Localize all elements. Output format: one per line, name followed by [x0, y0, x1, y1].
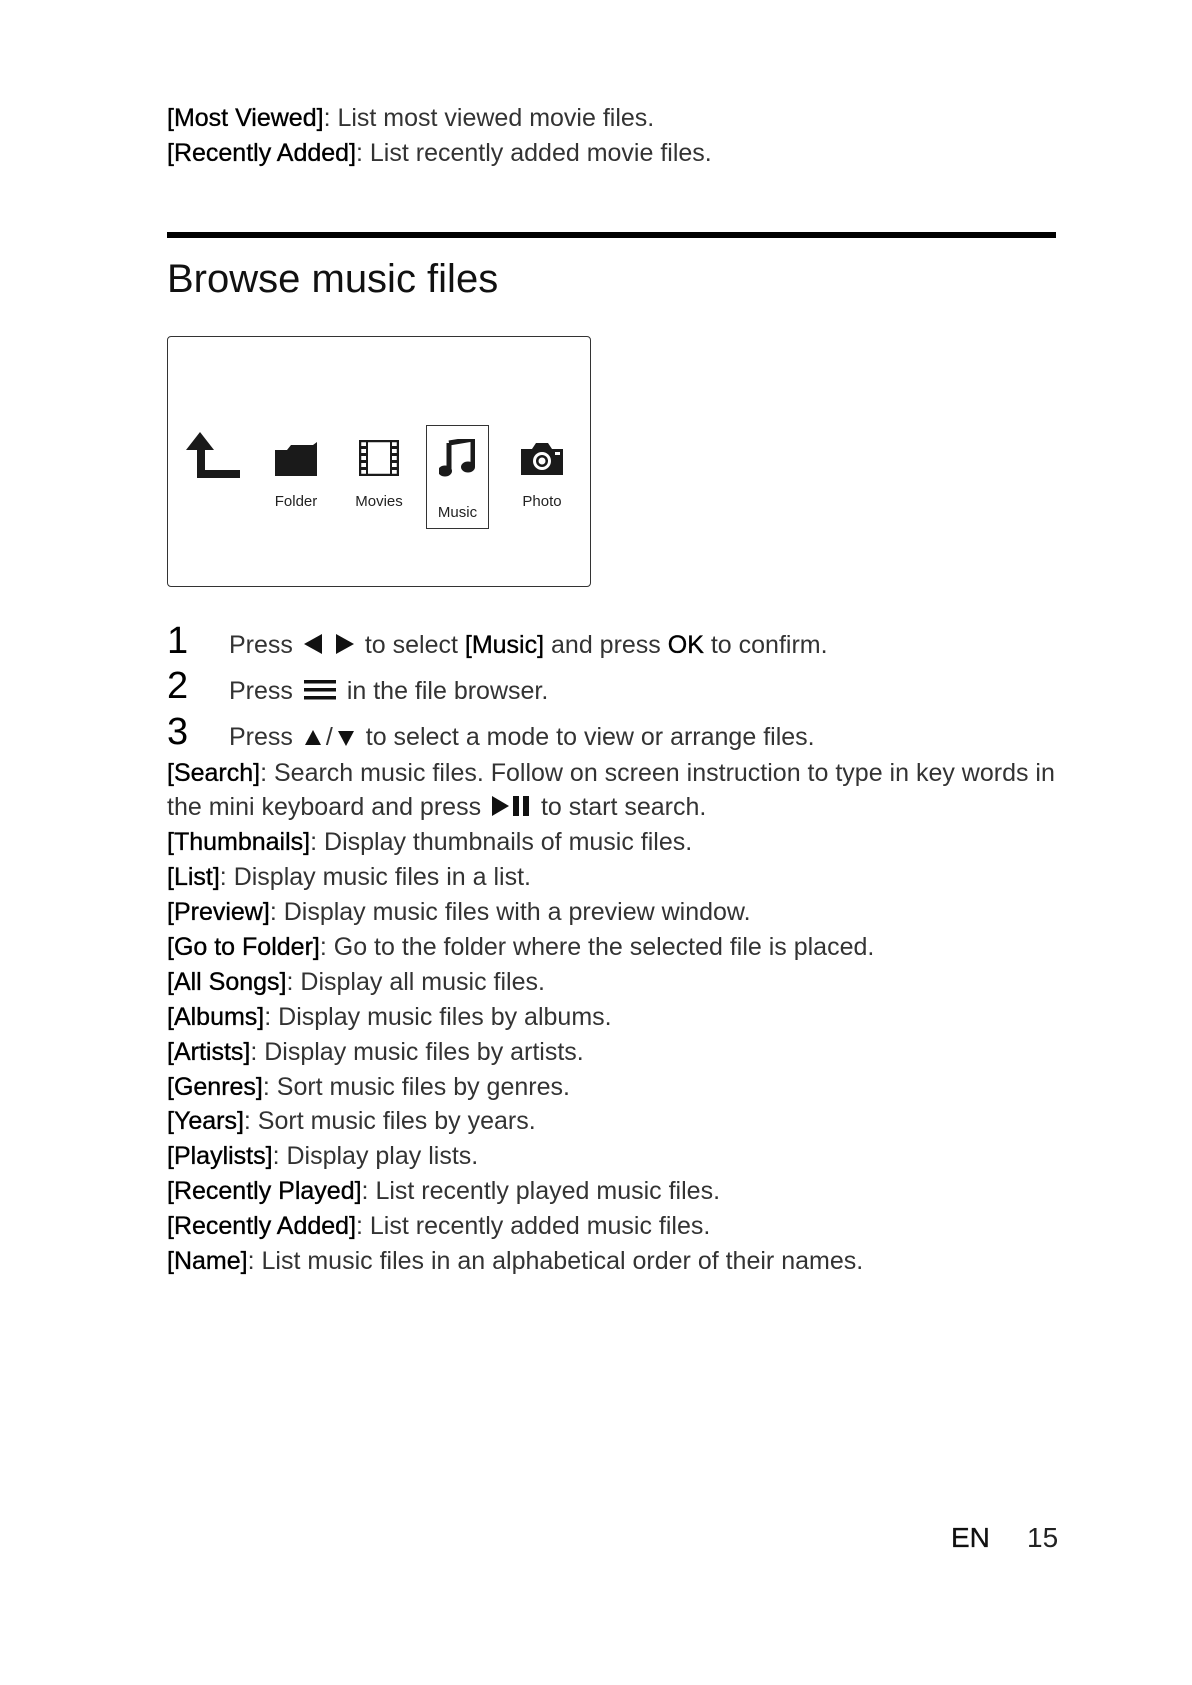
list-item-continuation [167, 790, 706, 824]
list-item [167, 1035, 584, 1069]
list-item [167, 895, 751, 929]
option-key: [Playlists] [167, 1142, 273, 1170]
footer-language: EN [951, 1522, 990, 1553]
section-divider [167, 232, 1056, 238]
down-triangle-icon [337, 729, 355, 747]
option-desc: : Display music files by artists. [250, 1038, 584, 1066]
step-text [229, 628, 828, 662]
option-key: [Most Viewed] [167, 104, 324, 132]
left-right-arrows-icon [304, 633, 354, 655]
step-number: 1 [167, 620, 189, 662]
option-desc: : Display music files by albums. [264, 1003, 612, 1031]
list-item [167, 1000, 612, 1034]
step-text [229, 720, 815, 754]
option-desc: : Display music files with a preview window. [269, 898, 751, 926]
step-text-part: to select [364, 631, 458, 659]
step-text-part: / [325, 723, 333, 751]
option-key: [Go to Folder] [167, 933, 320, 961]
option-desc: the mini keyboard and press [167, 793, 482, 821]
option-key: [Recently Added] [167, 139, 357, 167]
option-key: [Years] [167, 1107, 244, 1135]
option-key: [Preview] [167, 898, 270, 926]
menu-item-photo[interactable] [509, 427, 575, 517]
up-triangle-icon [304, 729, 322, 747]
option-desc: : Search music files. Follow on screen instruction to type in key words in [260, 759, 1055, 787]
step-key: OK [667, 631, 704, 659]
menu-lines-icon [304, 679, 336, 701]
option-desc: : List music files in an alphabetical order of their names. [247, 1247, 864, 1275]
option-desc: : Display play lists. [272, 1142, 479, 1170]
option-key: [Artists] [167, 1038, 251, 1066]
folder-icon [275, 442, 317, 476]
list-item [167, 1139, 478, 1173]
menu-item-back[interactable] [186, 432, 246, 492]
list-item [167, 136, 712, 170]
list-item [167, 101, 654, 135]
option-key: [List] [167, 863, 220, 891]
step-text-part: Press [229, 677, 293, 705]
option-key: [Recently Played] [167, 1177, 362, 1205]
option-desc: : List recently added music files. [356, 1212, 711, 1240]
step-text-part: Press [229, 631, 293, 659]
menu-screenshot [167, 336, 591, 587]
list-item [167, 1070, 570, 1104]
list-item [167, 860, 531, 894]
step-key: [Music] [464, 631, 545, 659]
option-desc: : List recently added movie files. [356, 139, 712, 167]
list-item [167, 825, 692, 859]
film-icon [359, 440, 399, 476]
option-key: [Albums] [167, 1003, 265, 1031]
list-item [167, 756, 1055, 790]
step-text [229, 674, 548, 708]
option-key: [Thumbnails] [167, 828, 311, 856]
list-item [167, 965, 545, 999]
section-title: Browse music files [167, 257, 499, 301]
option-desc: : Go to the folder where the selected file is placed. [319, 933, 875, 961]
list-item [167, 1104, 536, 1138]
back-arrow-icon [186, 432, 242, 480]
menu-item-label: Folder [274, 493, 318, 510]
option-desc: : Display thumbnails of music files. [310, 828, 693, 856]
option-desc: : Display all music files. [286, 968, 545, 996]
page-number: 15 [1027, 1522, 1059, 1553]
menu-item-movies[interactable] [346, 427, 412, 517]
step-text-part: in the file browser. [346, 677, 549, 705]
step-text-part: to select a mode to view or arrange files. [365, 723, 815, 751]
option-desc: : List most viewed movie files. [323, 104, 655, 132]
option-key: [Recently Added] [167, 1212, 357, 1240]
menu-item-folder[interactable] [263, 427, 329, 517]
step-text-part: Press [229, 723, 293, 751]
option-desc: to start search. [540, 793, 707, 821]
option-key: [Search] [167, 759, 261, 787]
menu-item-music[interactable] [426, 425, 489, 529]
step-text-part: to confirm. [710, 631, 828, 659]
step-text-part: and press [551, 631, 661, 659]
music-note-icon [439, 439, 475, 477]
list-item [167, 1174, 720, 1208]
list-item [167, 1244, 863, 1278]
menu-item-label: Music [437, 504, 478, 521]
option-desc: : Sort music files by years. [243, 1107, 536, 1135]
play-pause-icon [492, 795, 530, 817]
option-key: [Name] [167, 1247, 248, 1275]
menu-item-label: Photo [522, 493, 562, 510]
list-item [167, 1209, 710, 1243]
list-item [167, 930, 874, 964]
step-number: 3 [167, 711, 189, 753]
step-number: 2 [167, 665, 189, 707]
option-key: [All Songs] [167, 968, 287, 996]
option-desc: : Sort music files by genres. [262, 1073, 570, 1101]
option-key: [Genres] [167, 1073, 263, 1101]
camera-icon [521, 441, 563, 475]
menu-item-label: Movies [355, 493, 403, 510]
option-desc: : Display music files in a list. [219, 863, 531, 891]
option-desc: : List recently played music files. [361, 1177, 721, 1205]
